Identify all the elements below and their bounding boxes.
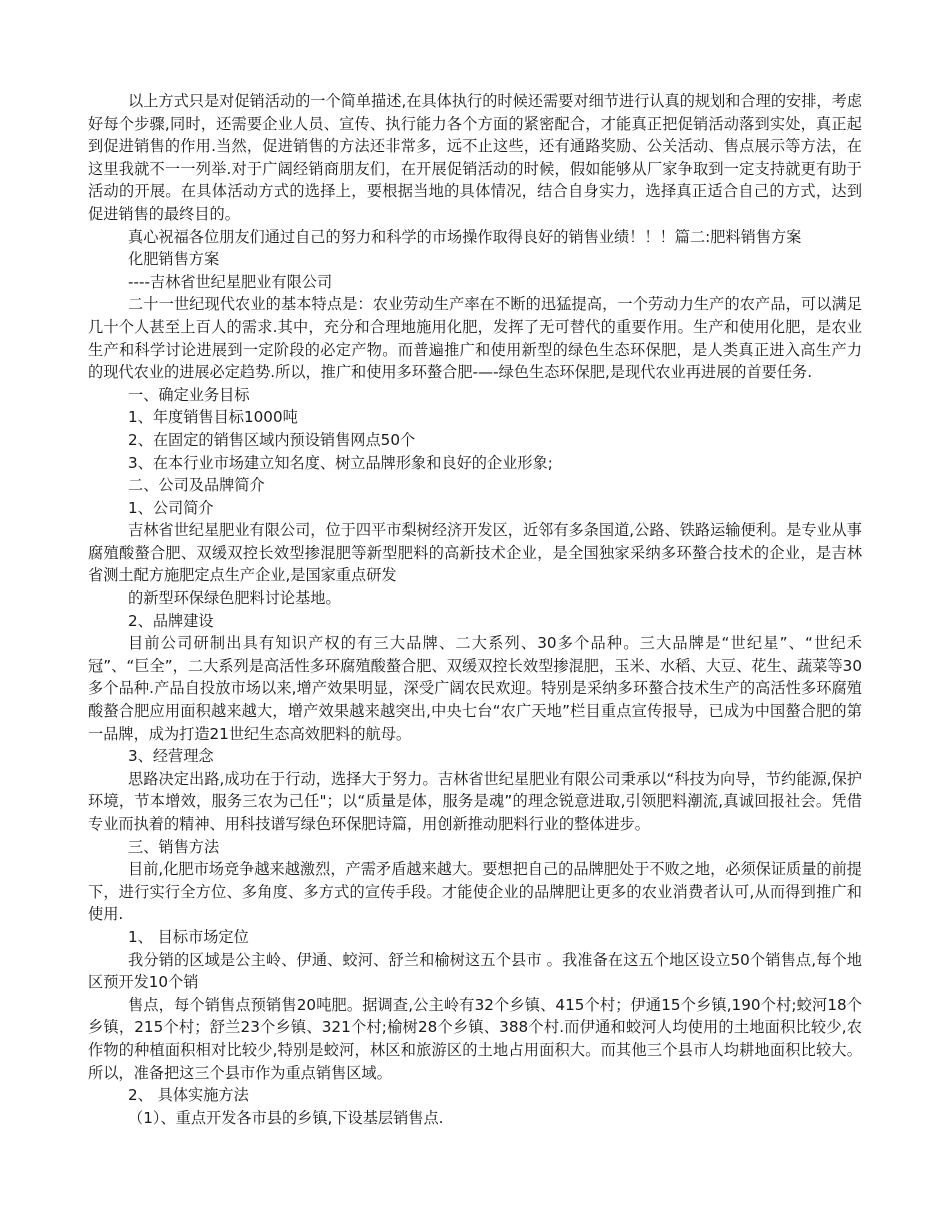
paragraph-distribution-area: 我分销的区域是公主岭、伊通、蛟河、舒兰和榆树这五个县市 。我准备在这五个地区设立50个销售点,每个地区预开发10个销 — [88, 950, 862, 992]
goal-item-annual-sales: 1、年度销售目标1000吨 — [128, 408, 298, 427]
plan-title: 化肥销售方案 — [128, 250, 220, 269]
paragraph-company-intro: 吉林省世纪星肥业有限公司，位于四平市梨树经济开发区，近邻有多条国道,公路、铁路运输便利。是专业从事腐殖酸螯合肥、双缓双控长效型掺混肥等新型肥料的高新技术企业，是全国独家采纳多环螯合技术的企业，是吉林省测土配方施肥定点生产企业,是国家重点研发 — [88, 521, 862, 585]
document-body — [88, 90, 862, 1129]
paragraph-modern-agriculture: 二十一世纪现代农业的基本特点是：农业劳动生产率在不断的迅猛提高，一个劳动力生产的农产品，可以满足几十个人甚至上百人的需求.其中，充分和合理地施用化肥，发挥了无可替代的重要作用。生产和使用化肥，是农业生产和科学讨论进展到一定阶段的必定产物。而普遍推广和使用新型的绿色生态环保肥，是人类真正进入高生产力的现代农业的进展必定趋势.所以，推广和使用多环螯合肥-—-绿色生态环保肥,是现代农业再进展的首要任务. — [88, 295, 862, 382]
company-byline: ----吉林省世纪星肥业有限公司 — [128, 272, 333, 291]
paragraph-brand-building: 目前公司研制出具有知识产权的有三大品牌、二大系列、30多个品种。三大品牌是“世纪星”、“世纪禾冠”、“巨全”，二大系列是高活性多环腐殖酸螯合肥、双缓双控长效型掺混肥，玉米、水稻、大豆、花生、蔬菜等30多个品种.产品自投放市场以来,增产效果明显，深受广阔农民欢迎。特别是采纳多环螯合技术生产的高活性多环腐殖酸螯合肥应用面积越来越大，增产效果越来越突出,中央七台“农广天地”栏目重点宣传报导，已成为中国螯合肥的第一品牌，成为打造21世纪生态高效肥料的航母。 — [88, 634, 862, 743]
subheading-company-intro: 1、公司简介 — [128, 498, 214, 517]
paragraph-promotion-summary: 以上方式只是对促销活动的一个简单描述,在具体执行的时候还需要对细节进行认真的规划和合理的安排，考虑好每个步骤,同时，还需要企业人员、宣传、执行能力各个方面的紧密配合，才能真正把促销活动落到实处，真正起到促进销售的作用.当然，促进销售的方法还非常多，远不止这些，还有通路奖励、公关活动、售点展示等方法，在这里我就不一一列举.对于广阔经销商朋友们，在开展促销活动的时候，假如能够从厂家争取到一定支持就更有助于活动的开展。在具体活动方式的选择上，要根据当地的具体情况，结合自身实力，选择真正适合自己的方式，达到促进销售的最终目的。 — [88, 92, 862, 223]
subheading-brand-building: 2、品牌建设 — [128, 611, 214, 630]
paragraph-company-intro-continued: 的新型环保绿色肥料讨论基地。 — [128, 589, 341, 608]
subheading-business-philosophy: 3、经营理念 — [128, 747, 214, 766]
goal-item-sales-outlets: 2、在固定的销售区域内预设销售网点50个 — [128, 430, 416, 449]
goal-item-brand-image: 3、在本行业市场建立知名度、树立品牌形象和良好的企业形象; — [128, 453, 553, 472]
section-heading-sales-methods: 三、销售方法 — [128, 837, 220, 856]
paragraph-wishes-and-part-two: 真心祝福各位朋友们通过自己的努力和科学的市场操作取得良好的销售业绩！！！篇二:肥料销售方案 — [128, 227, 802, 246]
paragraph-market-competition: 目前,化肥市场竞争越来越激烈，产需矛盾越来越大。要想把自己的品牌肥处于不败之地，必须保证质量的前提下，进行实行全方位、多角度、多方式的宣传手段。才能使企业的品牌肥让更多的农业消费者认可,从而得到推广和使用. — [88, 860, 862, 924]
section-heading-company-brand: 二、公司及品牌简介 — [128, 476, 265, 495]
subheading-target-market: 1、 目标市场定位 — [128, 927, 249, 946]
paragraph-business-philosophy: 思路决定出路,成功在于行动，选择大于努力。吉林省世纪星肥业有限公司秉承以“科技为向导，节约能源,保护环境，节本增效，服务三农为己任"；以“质量是体，服务是魂”的理念锐意进取,引领肥料潮流,真诚回报社会。凭借专业而执着的精神、用科技谱写绿色环保肥诗篇，用创新推动肥料行业的整体进步。 — [88, 769, 862, 833]
paragraph-implementation-step-1: （1）、重点开发各市县的乡镇,下设基层销售点. — [128, 1108, 444, 1127]
section-heading-business-goals: 一、确定业务目标 — [128, 385, 250, 404]
paragraph-market-survey: 售点，每个销售点预销售20吨肥。据调查,公主岭有32个乡镇、415个村；伊通15个乡镇,190个村;蛟河18个乡镇，215个村；舒兰23个乡镇、321个村;榆树28个乡镇、388个村.而伊通和蛟河人均使用的土地面积比较少,农作物的种植面积相对比较少,特别是蛟河，林区和旅游区的土地占用面积大。而其他三个县市人均耕地面积比较大。所以，准备把这三个县市作为重点销售区域。 — [88, 995, 862, 1082]
subheading-implementation: 2、 具体实施方法 — [128, 1086, 249, 1105]
